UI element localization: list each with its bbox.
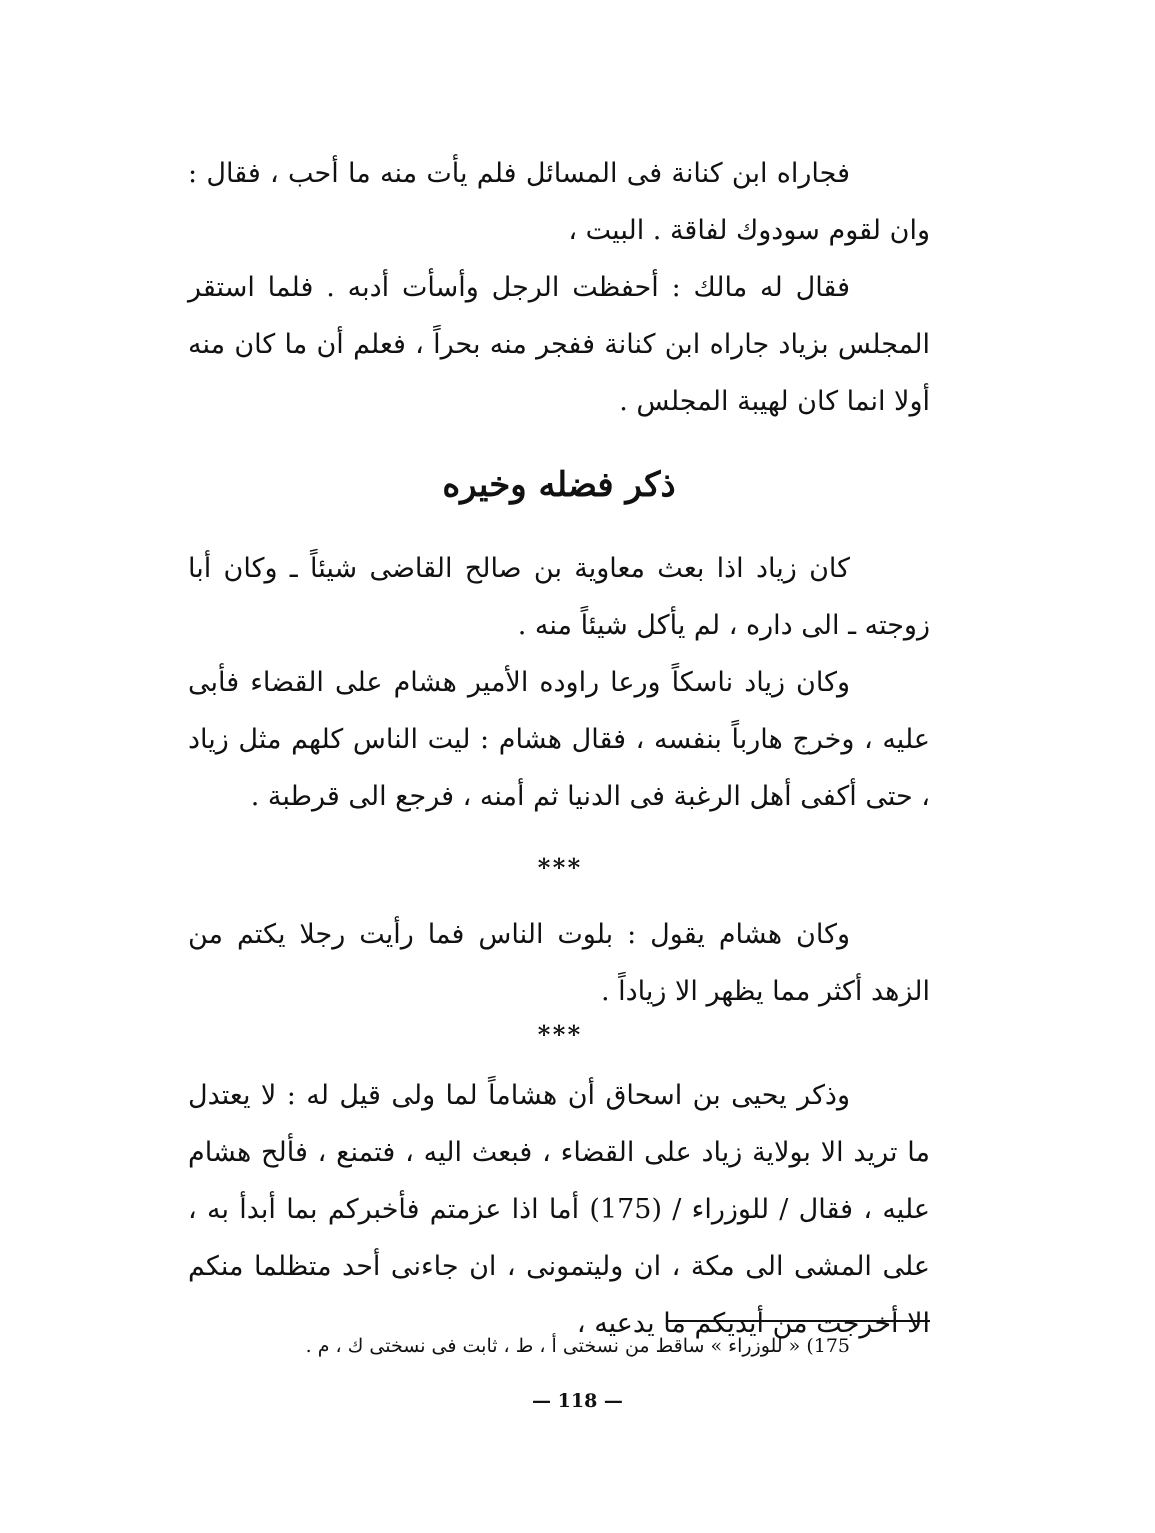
paragraph-yahya-narration: وذكر يحيى بن اسحاق أن هشاماً لما ولى قيل له : لا يعتدل ما تريد الا بولاية زياد على القضاء ، فبعث اليه ، فتمنع ، فألح هشام عليه ، فقال / للوزراء / (175) أما اذا عزمتم فأخبركم بما أبدأ به ، على المشى الى مكة ، ان وليتمونى ، ان جاءنى أحد متظلما منكم الا أخرجت من أيديكم ما يدعيه ،: [188, 1080, 931, 1339]
paragraph-hisham-judgeship: وكان زياد ناسكاً ورعا راوده الأمير هشام على القضاء فأبى عليه ، وخرج هارباً بنفسه ، فقال هشام : ليت الناس كلهم مثل زياد ، حتى أكفى أهل الرغبة فى الدنيا ثم أمنه ، فرجع الى قرطبة .: [188, 667, 930, 812]
footnote: 175) « للوزراء » ساقط من نسختى أ ، ط ، ثابت فى نسختى ك ، م .: [305, 1335, 850, 1357]
hisham-saying-section: [188, 906, 930, 1020]
paragraph-malik-reply: فقال له مالك : أحفظت الرجل وأسأت أدبه . فلما استقر المجلس بزياد جاراه ابن كنانة ففجر منه بحراً ، فعلم أن ما كان منه أولا انما كان لهيبة المجلس .: [188, 272, 930, 417]
asterism-separator: * * *: [537, 853, 581, 882]
paragraph-hisham-saying: وكان هشام يقول : بلوت الناس فما رأيت رجلا يكتم من الزهد أكثر مما يظهر الا زياداً .: [188, 919, 930, 1007]
paragraph-muawiya-gift: كان زياد اذا بعث معاوية بن صالح القاضى شيئاً ـ وكان أبا زوجته ـ الى داره ، لم يأكل شيئاً منه .: [188, 553, 930, 641]
footnote-divider: [668, 1320, 930, 1322]
opening-section: [188, 145, 930, 430]
yahya-narration-section: [188, 1067, 930, 1352]
virtue-section: [188, 540, 930, 825]
section-heading: ذكر فضله وخيره: [442, 465, 676, 505]
asterism-separator: * * *: [537, 1020, 581, 1049]
paragraph-ibn-kinana-verse: فجاراه ابن كنانة فى المسائل فلم يأت منه ما أحب ، فقال : وان لقوم سودوك لفاقة . البيت ،: [188, 158, 930, 246]
page-number: — 118 —: [532, 1390, 623, 1412]
